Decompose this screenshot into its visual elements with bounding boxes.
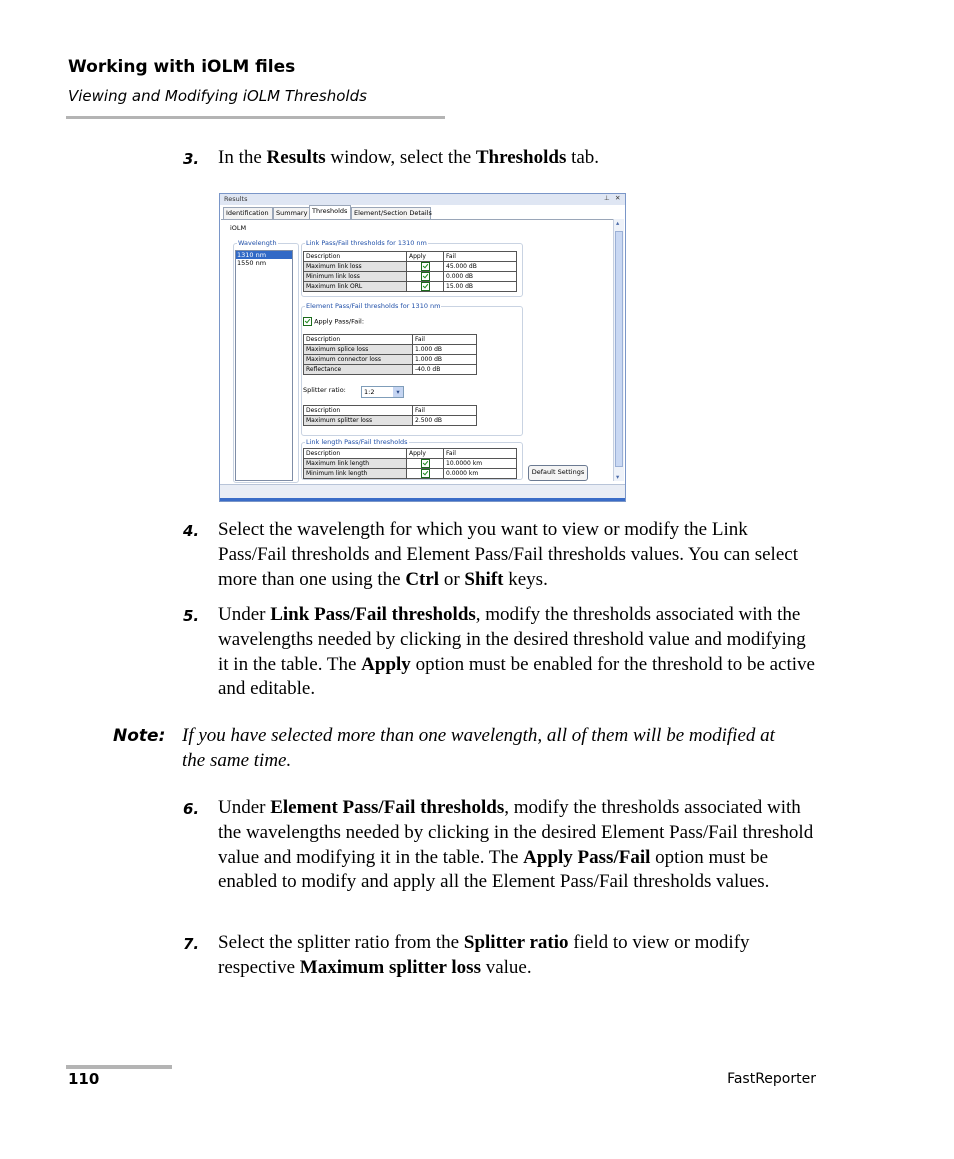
results-window (219, 193, 626, 502)
table-row (304, 262, 517, 272)
checkbox-checked-icon (303, 317, 312, 326)
wavelength-item-1550[interactable]: 1550 nm (237, 259, 267, 267)
row-description: Maximum link ORL (304, 282, 407, 292)
checkbox-checked-icon (421, 459, 430, 468)
checkbox-checked-icon (421, 282, 430, 291)
row-description: Maximum link loss (304, 262, 407, 272)
apply-checkbox[interactable] (407, 282, 444, 292)
tab-element-section-details[interactable]: Element/Section Details (351, 207, 431, 220)
fail-value[interactable]: 0.000 dB (444, 272, 517, 282)
step-4-text: Select the wavelength for which you want to view or modify the Link Pass/Fail thresholds and Element Pass/Fail thresholds values. You can select more than one using the Ctrl or Shift keys. (218, 519, 798, 590)
section-title: Working with iOLM files (68, 57, 296, 77)
tab-summary[interactable]: Summary (273, 207, 311, 220)
step-6-text: Under Element Pass/Fail thresholds, modify the thresholds associated with the wavelengths needed by clicking in the desired Element Pass/Fail threshold value and modifying it in the table. The Apply Pass/Fail option must be enabled to modify and apply all the Element Pass/Fail thresholds values. (218, 797, 814, 893)
thresholds-panel (221, 219, 613, 482)
table-row (304, 416, 477, 426)
table-row (304, 272, 517, 282)
tab-thresholds[interactable]: Thresholds (309, 205, 351, 219)
column-header: Description (304, 449, 407, 459)
table-row (304, 459, 517, 469)
window-title: Results (224, 195, 248, 203)
apply-checkbox[interactable] (407, 469, 444, 479)
page-number: 110 (68, 1070, 100, 1088)
step-number: 6. (183, 800, 200, 818)
scrollbar-thumb[interactable] (615, 231, 623, 467)
column-header: Fail (444, 252, 517, 262)
fail-value[interactable]: -40.0 dB (413, 365, 477, 375)
header-divider (66, 116, 445, 119)
link-thresholds-legend: Link Pass/Fail thresholds for 1310 nm (306, 239, 427, 247)
splitter-ratio-label: Splitter ratio: (303, 386, 346, 394)
file-type-label: iOLM (230, 224, 247, 232)
apply-pass-fail-checkbox[interactable]: Apply Pass/Fail: (303, 317, 364, 326)
element-thresholds-group (301, 302, 523, 436)
close-icon[interactable]: ✕ (615, 194, 621, 202)
fail-value[interactable]: 45.000 dB (444, 262, 517, 272)
table-row (304, 282, 517, 292)
table-row (304, 469, 517, 479)
column-header: Fail (413, 335, 477, 345)
step-number: 3. (183, 150, 200, 168)
table-row (304, 355, 477, 365)
apply-checkbox[interactable] (407, 272, 444, 282)
column-header: Apply (407, 252, 444, 262)
column-header: Description (304, 335, 413, 345)
note-label: Note: (113, 726, 166, 746)
pin-icon[interactable]: ⊥ (604, 194, 610, 202)
row-description: Reflectance (304, 365, 413, 375)
row-description: Minimum link loss (304, 272, 407, 282)
fail-value[interactable]: 1.000 dB (413, 345, 477, 355)
wavelength-list (235, 250, 293, 481)
column-header: Description (304, 406, 413, 416)
fail-value[interactable]: 1.000 dB (413, 355, 477, 365)
fail-value[interactable]: 15.00 dB (444, 282, 517, 292)
checkbox-checked-icon (421, 272, 430, 281)
step-number: 5. (183, 607, 200, 625)
scroll-down-icon[interactable]: ▾ (616, 473, 620, 481)
link-thresholds-table (303, 251, 517, 292)
link-length-legend: Link length Pass/Fail thresholds (306, 438, 408, 446)
vertical-scrollbar[interactable] (613, 219, 624, 481)
checkbox-checked-icon (421, 262, 430, 271)
window-status-bar (220, 484, 625, 502)
wavelength-item-1310[interactable]: 1310 nm (236, 251, 292, 259)
wavelength-legend: Wavelength (238, 239, 277, 247)
scroll-up-icon[interactable]: ▴ (616, 219, 620, 227)
column-header: Fail (413, 406, 477, 416)
link-length-group (301, 438, 523, 480)
window-titlebar (220, 194, 625, 205)
column-header: Description (304, 252, 407, 262)
link-thresholds-group (301, 239, 523, 297)
checkbox-checked-icon (421, 469, 430, 478)
apply-checkbox[interactable] (407, 262, 444, 272)
row-description: Minimum link length (304, 469, 407, 479)
table-row (304, 345, 477, 355)
apply-checkbox[interactable] (407, 459, 444, 469)
apply-pass-fail-label: Apply Pass/Fail (314, 317, 362, 326)
wavelength-group (233, 239, 299, 483)
row-description: Maximum connector loss (304, 355, 413, 365)
column-header: Apply (407, 449, 444, 459)
element-thresholds-table (303, 334, 477, 375)
row-description: Maximum link length (304, 459, 407, 469)
step-number: 4. (183, 522, 200, 540)
step-number: 7. (183, 935, 200, 953)
row-description: Maximum splitter loss (304, 416, 413, 426)
step-7-text: Select the splitter ratio from the Splitter ratio field to view or modify respective Maximum splitter loss value. (218, 932, 750, 978)
status-bar-accent (220, 498, 625, 502)
fail-value[interactable]: 2.500 dB (413, 416, 477, 426)
splitter-ratio-select[interactable] (361, 386, 404, 398)
link-length-table (303, 448, 517, 479)
row-description: Maximum splice loss (304, 345, 413, 355)
chevron-down-icon[interactable]: ▾ (393, 387, 403, 397)
note-text: If you have selected more than one wavelength, all of them will be modified at the same time. (182, 725, 775, 771)
column-header: Fail (444, 449, 517, 459)
footer-divider (66, 1065, 172, 1069)
table-row (304, 365, 477, 375)
product-name: FastReporter (727, 1071, 816, 1087)
fail-value[interactable]: 0.0000 km (444, 469, 517, 479)
step-3-text: In the Results window, select the Thresholds tab. (218, 147, 600, 168)
section-subtitle: Viewing and Modifying iOLM Thresholds (68, 87, 367, 105)
default-settings-button[interactable]: Default Settings (528, 465, 588, 481)
step-5-text: Under Link Pass/Fail thresholds, modify the thresholds associated with the wavelengths needed by clicking in the desired threshold value and modifying it in the table. The Apply option must be enabled for the threshold to be active and editable. (218, 604, 815, 700)
splitter-thresholds-table (303, 405, 477, 426)
element-thresholds-legend: Element Pass/Fail thresholds for 1310 nm (306, 302, 441, 310)
fail-value[interactable]: 10.0000 km (444, 459, 517, 469)
tab-identification[interactable]: Identification (223, 207, 273, 220)
splitter-ratio-value: 1:2 (364, 388, 375, 396)
